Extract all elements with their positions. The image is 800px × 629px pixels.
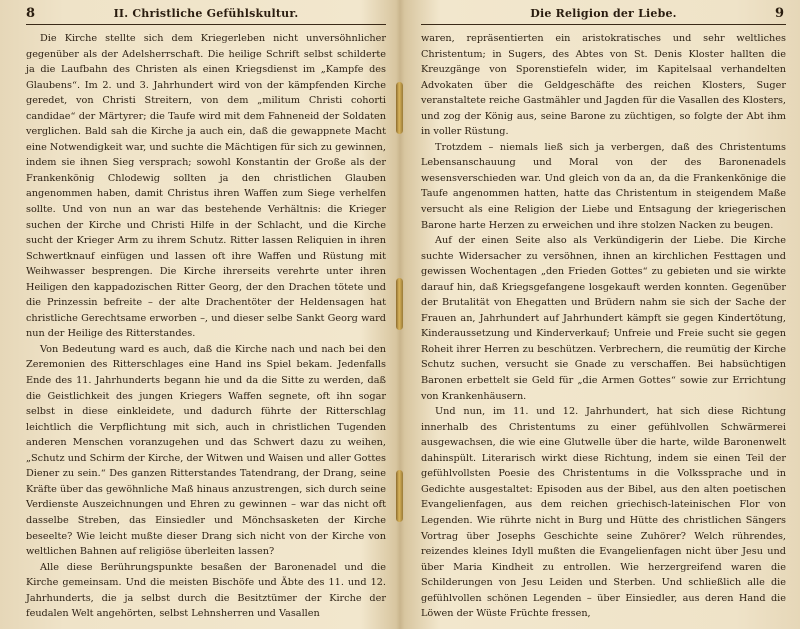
right-page-header [421,6,786,25]
left-page-number: 8 [26,6,36,21]
binding-clasp [396,470,403,522]
right-paragraph-3: Auf der einen Seite also als Verkündigerin der Liebe. Die Kirche suchte Widersacher zu versöhnen, ihnen an kirchlichen Festtagen und gewissen Wochentagen „den Frieden Gottes“ zu gebieten und sie wirkte darauf hin, daß Kriegsgefangene losgekauft werden konnten. Gegenüber der Brutalität von Ehegatten und Brüdern nahm sie sich der Sache der Frauen an, Jahrhundert auf Jahrhundert kämpft sie gegen Kindertötung, Kinderaussetzung und Kinderverkauf; Unfreie und Freie sucht sie gegen Roheit ihrer Herren zu beschützen. Verbrechern, die reumütig der Kirche Schutz suchen, versucht sie Gnade zu verschaffen. Bei habsüchtigen Baronen erbettelt sie Geld für „die Armen Gottes“ sowie zur Errichtung von Krankenhäusern. [421,235,786,402]
right-page-body [421,31,786,622]
right-paragraph-2: Trotzdem – niemals ließ sich ja verbergen, daß des Christentums Lebensanschauung und Moral von der des Baronenadels wesensverschieden war. Und gleich von da an, da die Frankenkönige die Taufe angenommen hatten, hatte das Christentum in steigendem Maße versucht als eine Religion der Liebe und Entsagung der kriegerischen Barone harte Herzen zu erweichen und ihre stolzen Nacken zu beugen. [421,141,786,231]
binding-clasp [396,82,403,134]
left-paragraph-2: Von Bedeutung ward es auch, daß die Kirche nach und nach bei den Zeremonien des Ritterschlages eine Hand ins Spiel bekam. Jedenfalls Ende des 11. Jahrhunderts begann hie und da die Sitte zu werden, daß die Geistlichkeit des jungen Kriegers Waffen segnete, oft ihn sogar selbst in diese einkleidete, und dadurch führte der Ritterschlag leichtlich die Verpflichtung mit sich, auch in christlichen Tugenden anderen Menschen voranzugehen und das Schwert dazu zu weihen, „Schutz und Schirm der Kirche, der Witwen und Waisen und aller Gottes Diener zu sein.“ Des ganzen Ritterstandes Tatendrang, der Drang, seine Kräfte über das gewöhnliche Maß hinaus anzustrengen, sich durch seine Verdienste Auszeichnungen und Ehren zu gewinnen – war das nicht oft dasselbe Streben, das Einsiedler und Mönchsasketen der Kirche beseelte? Wie leicht mußte dieser Drang sich nicht von der Kirche von weltlichen Bahnen auf religiöse überleiten lassen? [26,343,386,558]
right-page [405,0,800,629]
right-paragraph-4: Und nun, im 11. und 12. Jahrhundert, hat sich diese Richtung innerhalb des Christentums zu einer gefühlvollen Schwärmerei ausgewachsen, die wie eine Glutwelle über die harte, wilde Baronenwelt dahinspült. Literarisch wirkt diese Richtung, indem sie einen Teil der gefühlvollsten Poesie des Christentums in die Volkssprache und in Gedichte ausgestaltet: Episoden aus der Bibel, aus den alten poetischen Evangelienfagen, aus dem reichen griechisch-lateinischen Flor von Legenden. Wie rührte nicht in Burg und Hütte des christlichen Sängers Vortrag über Josephs Geschichte seine Zuhörer? Welch rührendes, reizendes kleines Idyll mußten die Evangelienfagen nicht über Jesu und über Maria Kindheit zu entrollen. Wie herzergreifend waren die Schilderungen von Jesu Leiden und Sterben. Und schließlich alle die gefühlvollen schönen Legenden – über Einsiedler, aus deren Hand die Löwen der Wüste Früchte fressen, [421,406,786,620]
left-paragraph-1: Die Kirche stellte sich dem Kriegerleben nicht unversöhnlicher gegenüber als der Adelsherrschaft. Die heilige Schrift selbst schilderte ja die Laufbahn des Christen als einen Kriegsdienst im „Kampfe des Glaubens“. Im 2. und 3. Jahrhundert wird von der kämpfenden Kirche geredet, von Christi Streitern, von dem „militum Christi cohorti candidae“ der Märtyrer; die Taufe wird mit dem Fahneneid der Soldaten verglichen. Bald sah die Kirche ja auch ein, daß die gewappnete Macht eine Notwendigkeit war, und suchte die Mächtigen für sich zu gewinnen, indem sie ihnen Sieg versprach; sowohl Konstantin der Große als der Frankenkönig Chlodewig sollten ja den christlichen Glauben angenommen haben, damit Christus ihren Waffen zum Siege verhelfen sollte. Und von nun an war das bestehende Verhältnis: die Krieger suchen der Kirche und Christi Hilfe in der Schlacht, und die Kirche sucht der Krieger Arm zu ihrem Schutz. Ritter lassen Reliquien in ihren Schwertknauf einfügen und lassen oft ihre Waffen und Rüstung mit Weihwasser besprengen. Die Kirche ihrerseits verehrte unter ihren Heiligen den kappadozischen Ritter Georg, der den Drachen tötete und die Prinzessin befreite – der alte Drachentöter der Heldensagen hat christliche Gerechtsame erworben –, und dieser selbe Sankt Georg ward nun der Heilige des Ritterstandes. [26,33,386,340]
right-running-title: Die Religion der Liebe. [530,7,677,20]
binding-clasp [396,278,403,330]
left-running-title: II. Christliche Gefühlskultur. [113,7,299,20]
right-paragraph-1: waren, repräsentierten ein aristokratisches und sehr weltliches Christentum; in Sugers, des Abtes von St. Denis Kloster hallten die Kreuzgänge von Sporenstiefeln wider, im Kapitelsaal verhandelten Advokaten über die Geldgeschäfte des reichen Klosters, Suger veranstaltete reiche Gastmähler und Jagden für die Vasallen des Klosters, und zog der König aus, seine Barone zu züchtigen, so folgte der Abt ihm in voller Rüstung. [421,33,786,138]
right-page-number: 9 [774,6,784,21]
left-page-body [26,31,386,622]
left-page-header [26,6,386,25]
left-paragraph-3: Alle diese Berührungspunkte besaßen der Baronenadel und die Kirche gemeinsam. Und die meisten Bischöfe und Äbte des 11. und 12. Jahrhunderts, die ja selbst durch die Besitztümer der Kirche der feudalen Welt angehörten, selbst Lehnsherren und Vasallen [26,561,386,620]
